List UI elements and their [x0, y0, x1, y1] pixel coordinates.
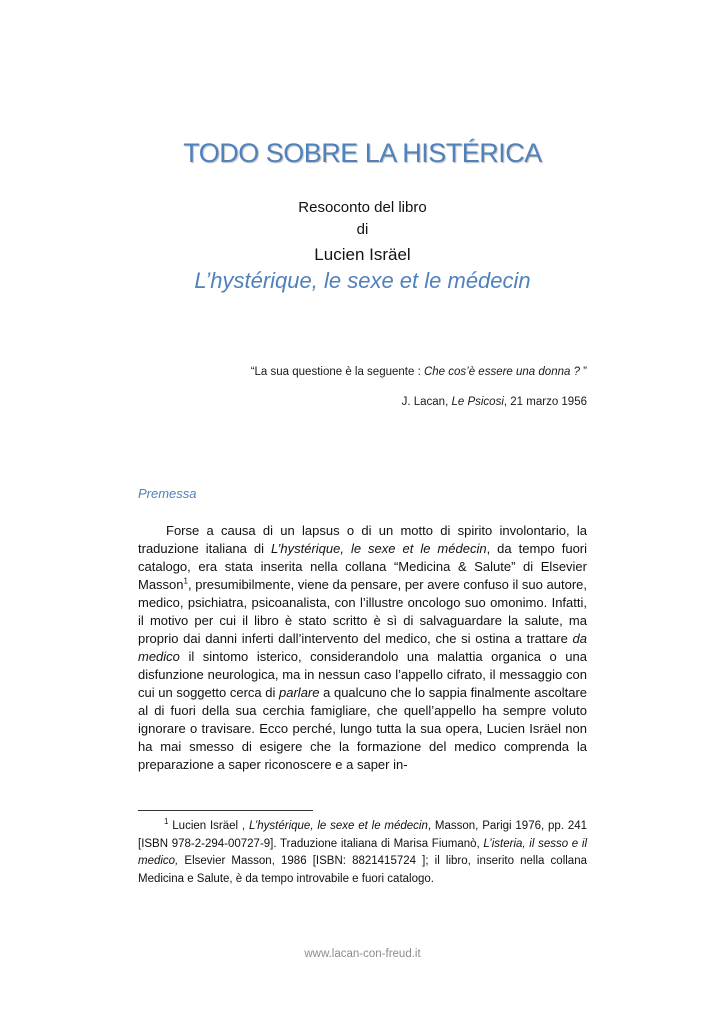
book-title: L’hystérique, le sexe et le médecin	[194, 268, 531, 293]
paragraph-italic-parlare: parlare	[279, 685, 320, 700]
footnote	[138, 818, 587, 888]
paragraph-text-4: il sintomo isterico, considerandolo una malattia organica o una disfunzione neurologica, ma in nessun caso l’appello cifrato, il messaggio con cui un soggetto cerca di	[138, 649, 587, 700]
paragraph-text-1: Forse a causa di un lapsus o di un motto di spirito involontario, la traduzione italiana di	[138, 523, 587, 556]
paragraph-italic-da-medico: da medico	[138, 631, 587, 664]
epigraph-question: Che cos’è essere una donna ?	[423, 366, 580, 378]
epigraph-prefix: “La sua questione è la seguente :	[250, 366, 424, 378]
footnote-italic-book: L’hystérique, le sexe et le médecin	[248, 820, 428, 832]
footnote-text-2: , Masson, Parigi 1976, pp. 241 [ISBN 978-2-294-00727-9]. Traduzione italiana di Marisa Fiumanò,	[138, 820, 588, 850]
footnote-reference[interactable]: 1	[183, 576, 188, 586]
body-paragraph	[138, 522, 587, 774]
paragraph-text-5: a qualcuno che lo sappia finalmente ascoltare al di fuori della sua cerchia famigliare, che quell’appello ha sempre voluto ignorare o travisare. Ecco perché, lungo tutta la sua opera, Lucien Isräel non ha mai smesso di esigere che la formazione del medico comprenda la preparazione a saper riconoscere e a saper in-	[138, 685, 587, 772]
epigraph-source-work: Le Psicosi	[451, 396, 504, 408]
epigraph-source-author: J. Lacan,	[401, 396, 452, 408]
epigraph-suffix: ”	[579, 366, 587, 378]
footnote-divider	[138, 810, 313, 811]
footnote-text-1: Lucien Isräel ,	[168, 820, 249, 832]
paragraph-text-2: , da tempo fuori catalogo, era stata inserita nella collana “Medicina & Salute” di Elsevier Masson	[138, 541, 588, 592]
epigraph-source	[402, 396, 587, 408]
epigraph-source-date: , 21 marzo 1956	[503, 396, 587, 408]
subtitle-line: Resoconto del libro	[298, 199, 427, 216]
footnote-text-3: Elsevier Masson, 1986 [ISBN: 8821415724 ]; il libro, inserito nella collana Medicina e Salute, è da tempo introvabile e fuori catalogo.	[138, 855, 587, 885]
paragraph-text-3: , presumibilmente, viene da pensare, per avere confuso il suo autore, medico, psichiatra, psicoanalista, con l’illustre oncologo suo omonimo. Infatti, il motivo per cui il libro è stato scritto è sì di salvaguardare la salute, ma proprio dai danni inferti dall’intervento del medico, che si ostina a trattare	[138, 577, 587, 646]
author-name: Lucien Isräel	[314, 245, 411, 264]
footer-url[interactable]: www.lacan-con-freud.it	[304, 948, 421, 960]
subtitle-preposition: di	[356, 221, 369, 238]
footnote-number: 1	[164, 817, 169, 827]
page-title: TODO SOBRE LA HISTÉRICA	[183, 138, 542, 168]
epigraph-quote	[251, 366, 587, 378]
footnote-italic-translation: L’isteria, il sesso e il medico,	[138, 837, 588, 867]
section-heading: Premessa	[138, 486, 197, 501]
paragraph-italic-book: L’hystérique, le sexe et le médecin	[270, 541, 487, 556]
